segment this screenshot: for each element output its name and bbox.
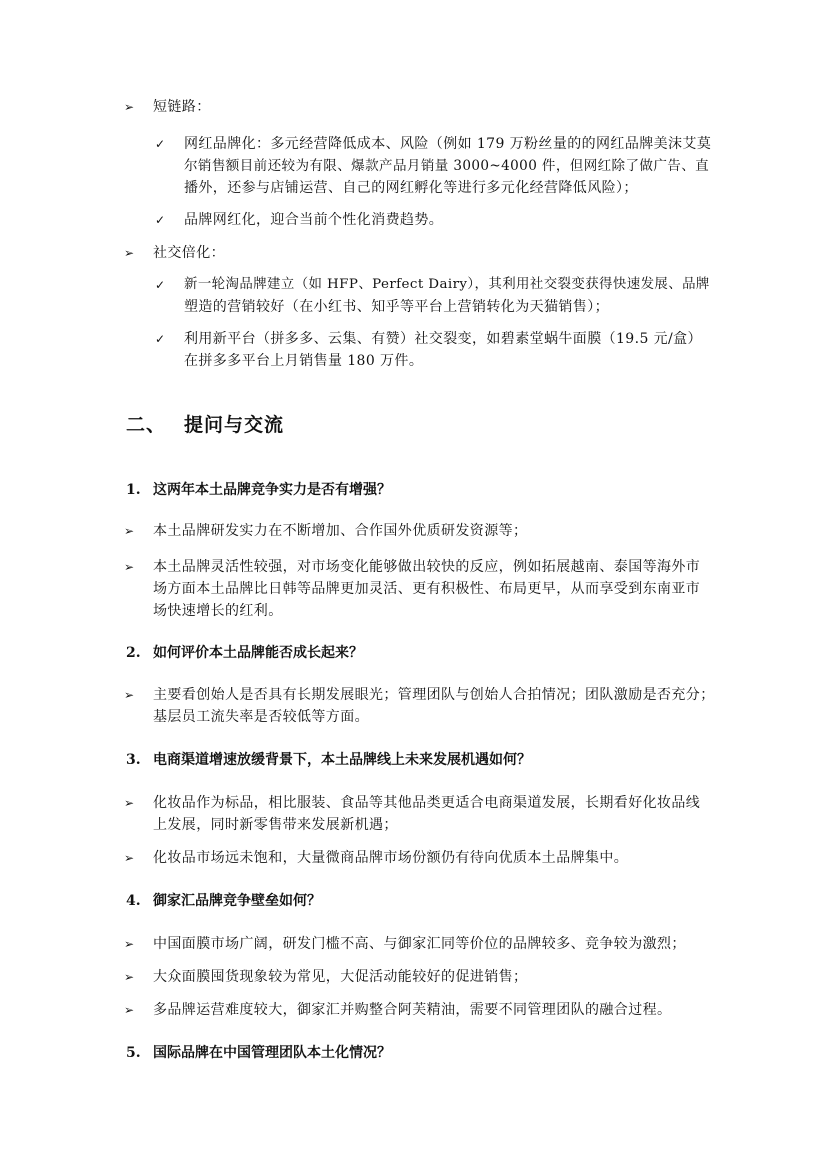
question-title: 如何评价本土品牌能否成长起来？ xyxy=(153,645,363,661)
question-number: 3. xyxy=(126,752,141,768)
question-title: 国际品牌在中国管理团队本土化情况？ xyxy=(153,1045,391,1061)
answer-line: 化妆品市场远未饱和，大量微商品牌市场份额仍有待向优质本土品牌集中。 xyxy=(153,850,629,866)
answer-line: 本土品牌灵活性较强，对市场变化能够做出较快的反应，例如拓展越南、泰国等海外市 xyxy=(153,559,701,575)
arrow-bullet-icon: ➢ xyxy=(124,688,135,702)
question-title: 这两年本土品牌竞争实力是否有增强？ xyxy=(153,482,391,498)
question-number: 5. xyxy=(126,1045,141,1061)
question-number: 4. xyxy=(126,893,141,909)
answer-line: 上发展，同时新零售带来发展新机遇； xyxy=(153,817,398,833)
question-number: 1. xyxy=(126,482,141,498)
arrow-bullet-icon: ➢ xyxy=(124,560,135,574)
arrow-bullet-icon: ➢ xyxy=(124,851,135,865)
answer-line: 多品牌运营难度较大，御家汇并购整合阿芙精油，需要不同管理团队的融合过程。 xyxy=(153,1002,672,1018)
bullet-line: 在拼多多平台上月销售量 180 万件。 xyxy=(184,353,424,369)
answer-line: 化妆品作为标品，相比服装、食品等其他品类更适合电商渠道发展，长期看好化妆品线 xyxy=(153,795,701,811)
arrow-bullet-icon: ➢ xyxy=(124,524,135,538)
check-bullet-icon: ✓ xyxy=(155,332,166,346)
question-number: 2. xyxy=(126,645,141,661)
bullet-line: 播外，还参与店铺运营、自己的网红孵化等进行多元化经营降低风险）； xyxy=(184,180,638,196)
question-title: 电商渠道增速放缓背景下，本土品牌线上未来发展机遇如何？ xyxy=(153,752,531,768)
answer-line: 大众面膜囤货现象较为常见，大促活动能较好的促进销售； xyxy=(153,969,528,985)
check-bullet-icon: ✓ xyxy=(155,213,166,227)
bullet-line: 网红品牌化：多元经营降低成本、风险（例如 179 万粉丝量的的网红品牌美沫艾莫 xyxy=(184,136,712,152)
question-title: 御家汇品牌竞争壁垒如何？ xyxy=(153,893,321,909)
arrow-bullet-icon: ➢ xyxy=(124,100,135,114)
bullet-line: 新一轮淘品牌建立（如 HFP、Perfect Dairy），其利用社交裂变获得快速发展、品牌 xyxy=(184,277,710,292)
bullet-line: 品牌网红化，迎合当前个性化消费趋势。 xyxy=(184,212,444,228)
arrow-bullet-icon: ➢ xyxy=(124,970,135,984)
short-chain-label: 短链路： xyxy=(153,99,211,115)
arrow-bullet-icon: ➢ xyxy=(124,1003,135,1017)
bullet-line: 尔销售额目前还较为有限、爆款产品月销量 3000~4000 件，但网红除了做广告、直 xyxy=(184,158,710,174)
check-bullet-icon: ✓ xyxy=(155,278,166,292)
arrow-bullet-icon: ➢ xyxy=(124,796,135,810)
bullet-line: 利用新平台（拼多多、云集、有赞）社交裂变，如碧素堂蜗牛面膜（19.5 元/盒） xyxy=(184,331,702,347)
social-label: 社交倍化： xyxy=(153,245,225,261)
answer-line: 本土品牌研发实力在不断增加、合作国外优质研发资源等； xyxy=(153,523,528,539)
check-bullet-icon: ✓ xyxy=(155,137,166,151)
bullet-line: 塑造的营销较好（在小红书、知乎等平台上营销转化为天猫销售）； xyxy=(184,299,609,315)
answer-line: 场方面本土品牌比日韩等品牌更加灵活、更有积极性、布局更早，从而享受到东南亚市 xyxy=(153,581,701,597)
arrow-bullet-icon: ➢ xyxy=(124,937,135,951)
answer-line: 场快速增长的红利。 xyxy=(153,603,283,619)
answer-line: 中国面膜市场广阔，研发门槛不高、与御家汇同等价位的品牌较多、竞争较为激烈； xyxy=(153,936,686,952)
arrow-bullet-icon: ➢ xyxy=(124,246,135,260)
answer-line: 主要看创始人是否具有长期发展眼光；管理团队与创始人合拍情况；团队激励是否充分； xyxy=(153,687,715,703)
section-title: 提问与交流 xyxy=(184,414,285,436)
answer-line: 基层员工流失率是否较低等方面。 xyxy=(153,709,369,725)
section-number: 二、 xyxy=(126,414,167,436)
